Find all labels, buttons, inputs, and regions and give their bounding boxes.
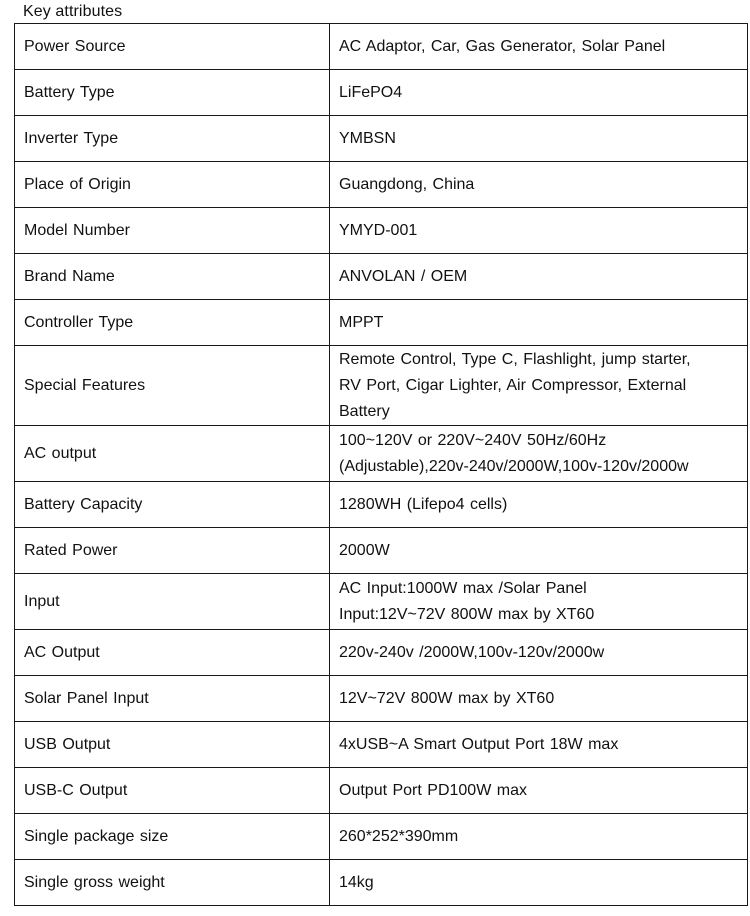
attribute-name: USB-C Output: [15, 768, 330, 814]
attribute-value: [330, 162, 748, 208]
attribute-name: Place of Origin: [15, 162, 330, 208]
attribute-value-line: AC Adaptor, Car, Gas Generator, Solar Panel: [339, 37, 666, 55]
table-row: [15, 162, 748, 208]
attribute-value: [330, 70, 748, 116]
attribute-value: [330, 722, 748, 768]
table-row: [15, 254, 748, 300]
attribute-value-line: 100~120V or 220V~240V 50Hz/60Hz: [339, 431, 607, 449]
table-row: [15, 426, 748, 482]
table-row: [15, 300, 748, 346]
attribute-name: Power Source: [15, 24, 330, 70]
table-row: [15, 24, 748, 70]
table-row: [15, 768, 748, 814]
attribute-value-line: Input:12V~72V 800W max by XT60: [339, 605, 595, 623]
attribute-name: Solar Panel Input: [15, 676, 330, 722]
attribute-name: Special Features: [15, 346, 330, 426]
attribute-value-line: AC Input:1000W max /Solar Panel: [339, 579, 587, 597]
attribute-value: [330, 630, 748, 676]
attribute-name: Single package size: [15, 814, 330, 860]
section-title: Key attributes: [23, 3, 123, 20]
attribute-value-line: Remote Control, Type C, Flashlight, jump starter,: [339, 350, 691, 368]
attribute-name: Battery Capacity: [15, 482, 330, 528]
table-row: [15, 860, 748, 906]
attribute-value-line: 220v-240v /2000W,100v-120v/2000w: [339, 643, 605, 661]
attribute-value: [330, 768, 748, 814]
attribute-value-line: YMBSN: [339, 129, 396, 147]
attribute-value: [330, 208, 748, 254]
attribute-name: AC output: [15, 426, 330, 482]
attribute-value: [330, 254, 748, 300]
attribute-value-line: 12V~72V 800W max by XT60: [339, 689, 555, 707]
attribute-value: [330, 528, 748, 574]
attribute-value-line: 4xUSB~A Smart Output Port 18W max: [339, 735, 619, 753]
key-attributes-table: [14, 23, 748, 906]
table-row: [15, 482, 748, 528]
attribute-value-line: Guangdong, China: [339, 175, 475, 193]
attribute-name: AC Output: [15, 630, 330, 676]
attribute-name: Inverter Type: [15, 116, 330, 162]
attribute-name: Battery Type: [15, 70, 330, 116]
attribute-value-line: LiFePO4: [339, 83, 403, 101]
attribute-value: [330, 676, 748, 722]
attribute-value-line: MPPT: [339, 313, 384, 331]
attribute-value-line: Battery: [339, 402, 390, 420]
table-row: [15, 346, 748, 426]
attribute-value-line: (Adjustable),220v-240v/2000W,100v-120v/2000w: [339, 457, 689, 475]
attribute-value: [330, 482, 748, 528]
attribute-value-line: YMYD-001: [339, 221, 418, 239]
attribute-value: [330, 24, 748, 70]
table-row: [15, 814, 748, 860]
attribute-name: Single gross weight: [15, 860, 330, 906]
attribute-value-line: 2000W: [339, 541, 390, 559]
attribute-value: [330, 574, 748, 630]
attribute-value: [330, 116, 748, 162]
table-row: [15, 116, 748, 162]
attribute-value-line: RV Port, Cigar Lighter, Air Compressor, External: [339, 376, 687, 394]
attribute-name: Input: [15, 574, 330, 630]
attribute-value: [330, 300, 748, 346]
table-row: [15, 574, 748, 630]
table-row: [15, 722, 748, 768]
attribute-name: Model Number: [15, 208, 330, 254]
attribute-value: [330, 346, 748, 426]
attribute-value-line: ANVOLAN / OEM: [339, 267, 468, 285]
attribute-value-line: 1280WH (Lifepo4 cells): [339, 495, 508, 513]
attribute-value-line: 260*252*390mm: [339, 827, 459, 845]
table-row: [15, 70, 748, 116]
attribute-value-line: 14kg: [339, 873, 374, 891]
attribute-name: Rated Power: [15, 528, 330, 574]
attribute-value-line: Output Port PD100W max: [339, 781, 527, 799]
attribute-name: USB Output: [15, 722, 330, 768]
table-row: [15, 630, 748, 676]
table-row: [15, 208, 748, 254]
attribute-name: Controller Type: [15, 300, 330, 346]
attribute-value: [330, 860, 748, 906]
attribute-value: [330, 426, 748, 482]
table-row: [15, 528, 748, 574]
attribute-name: Brand Name: [15, 254, 330, 300]
table-row: [15, 676, 748, 722]
attribute-value: [330, 814, 748, 860]
